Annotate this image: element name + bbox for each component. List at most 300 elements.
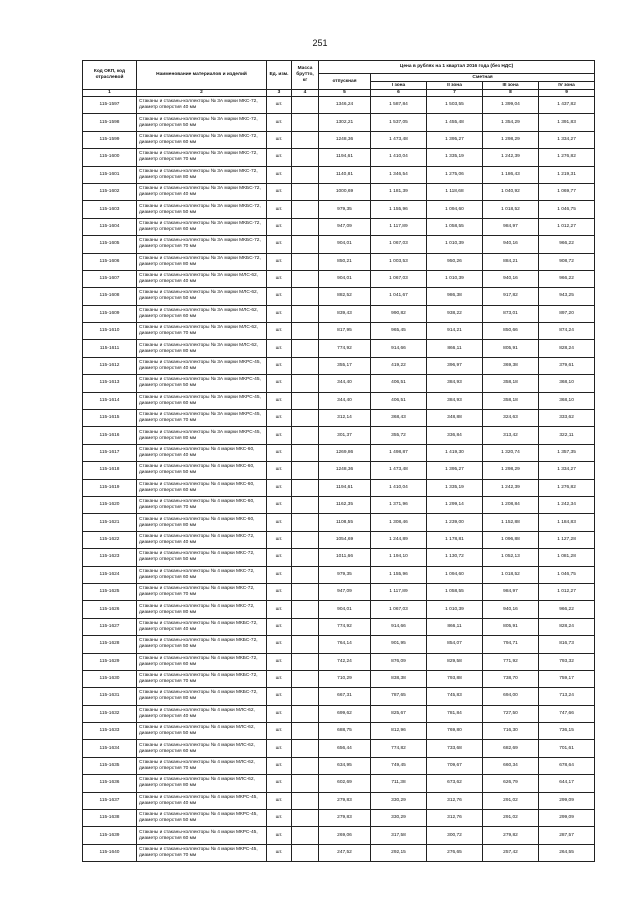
row-zone-1-price: 419,22 — [371, 357, 427, 374]
row-release-price: 1269,86 — [319, 444, 371, 461]
row-zone-1-price: 1 537,05 — [371, 114, 427, 131]
row-mass — [292, 688, 319, 705]
row-mass — [292, 462, 319, 479]
row-zone-2-price: 829,58 — [427, 653, 483, 670]
row-unit: шт. — [267, 792, 292, 809]
row-mass — [292, 705, 319, 722]
row-zone-1-price: 1 410,04 — [371, 479, 427, 496]
row-zone-3-price: 805,91 — [483, 340, 539, 357]
row-unit: шт. — [267, 149, 292, 166]
row-zone-2-price: 1 010,39 — [427, 270, 483, 287]
table-row — [83, 288, 595, 305]
table-row — [83, 462, 595, 479]
row-code: 115-1611 — [83, 340, 137, 357]
row-zone-4-price: 943,25 — [539, 288, 595, 305]
row-zone-2-price: 1 058,55 — [427, 218, 483, 235]
row-unit: шт. — [267, 183, 292, 200]
row-zone-3-price: 794,71 — [483, 636, 539, 653]
row-release-price: 1140,81 — [319, 166, 371, 183]
row-release-price: 947,09 — [319, 583, 371, 600]
row-code: 115-1628 — [83, 636, 137, 653]
row-mass — [292, 723, 319, 740]
table-row — [83, 270, 595, 287]
row-code: 115-1605 — [83, 236, 137, 253]
table-row — [83, 688, 595, 705]
column-number: 8 — [483, 90, 539, 97]
row-zone-2-price: 384,93 — [427, 375, 483, 392]
row-mass — [292, 792, 319, 809]
row-zone-1-price: 812,96 — [371, 723, 427, 740]
header-zone-2: II зона — [427, 82, 483, 90]
row-zone-1-price: 901,95 — [371, 636, 427, 653]
row-name: Стаканы и стаканы-коллекторы № 4 марки МКС-60, диаметр отверстия 60 мм — [137, 479, 267, 496]
row-unit: шт. — [267, 357, 292, 374]
row-mass — [292, 740, 319, 757]
row-zone-1-price: 1 003,53 — [371, 253, 427, 270]
row-zone-4-price: 1 276,82 — [539, 149, 595, 166]
row-name: Стаканы и стаканы-коллекторы № 4 марки МКРС-45, диаметр отверстия 60 мм — [137, 827, 267, 844]
row-zone-1-price: 774,82 — [371, 740, 427, 757]
row-code: 115-1600 — [83, 149, 137, 166]
row-release-price: 279,83 — [319, 810, 371, 827]
row-zone-4-price: 678,64 — [539, 757, 595, 774]
row-release-price: 979,35 — [319, 201, 371, 218]
row-zone-3-price: 1 242,39 — [483, 479, 539, 496]
row-zone-2-price: 1 299,14 — [427, 496, 483, 513]
row-unit: шт. — [267, 427, 292, 444]
row-zone-4-price: 1 242,34 — [539, 496, 595, 513]
row-zone-4-price: 1 357,35 — [539, 444, 595, 461]
row-name: Стаканы и стаканы-коллекторы № 3А марки МКС-72, диаметр отверстия 60 мм — [137, 131, 267, 148]
table-row — [83, 166, 595, 183]
row-code: 115-1625 — [83, 583, 137, 600]
row-name: Стаканы и стаканы-коллекторы № 4 марки МКБС-72, диаметр отверстия 40 мм — [137, 618, 267, 635]
row-name: Стаканы и стаканы-коллекторы № 3А марки МКРС-45, диаметр отверстия 40 мм — [137, 357, 267, 374]
row-release-price: 312,14 — [319, 410, 371, 427]
row-zone-3-price: 850,66 — [483, 323, 539, 340]
row-name: Стаканы и стаканы-коллекторы № 3А марки МКРС-45, диаметр отверстия 80 мм — [137, 427, 267, 444]
row-zone-1-price: 1 041,67 — [371, 288, 427, 305]
row-zone-3-price: 917,82 — [483, 288, 539, 305]
row-code: 115-1631 — [83, 688, 137, 705]
row-name: Стаканы и стаканы-коллекторы № 3А марки МКБС-72, диаметр отверстия 40 мм — [137, 183, 267, 200]
row-zone-4-price: 897,20 — [539, 305, 595, 322]
row-zone-4-price: 287,57 — [539, 827, 595, 844]
row-unit: шт. — [267, 705, 292, 722]
row-zone-1-price: 1 117,89 — [371, 218, 427, 235]
row-zone-3-price: 1 399,04 — [483, 97, 539, 114]
row-mass — [292, 183, 319, 200]
row-mass — [292, 844, 319, 861]
row-zone-1-price: 1 117,89 — [371, 583, 427, 600]
row-code: 115-1616 — [83, 427, 137, 444]
row-unit: шт. — [267, 618, 292, 635]
row-name: Стаканы и стаканы-коллекторы № 4 марки МКС-60, диаметр отверстия 70 мм — [137, 496, 267, 513]
row-unit: шт. — [267, 653, 292, 670]
row-unit: шт. — [267, 479, 292, 496]
row-code: 115-1609 — [83, 305, 137, 322]
row-zone-1-price: 1 181,39 — [371, 183, 427, 200]
row-zone-3-price: 1 298,29 — [483, 131, 539, 148]
row-zone-1-price: 1 473,48 — [371, 131, 427, 148]
row-unit: шт. — [267, 270, 292, 287]
row-mass — [292, 218, 319, 235]
row-zone-2-price: 1 239,00 — [427, 514, 483, 531]
row-mass — [292, 270, 319, 287]
row-mass — [292, 514, 319, 531]
row-zone-3-price: 291,02 — [483, 810, 539, 827]
row-zone-3-price: 313,42 — [483, 427, 539, 444]
table-row — [83, 149, 595, 166]
row-code: 115-1637 — [83, 792, 137, 809]
row-zone-2-price: 733,68 — [427, 740, 483, 757]
table-row — [83, 496, 595, 513]
row-mass — [292, 375, 319, 392]
row-zone-3-price: 358,18 — [483, 375, 539, 392]
row-release-price: 602,69 — [319, 775, 371, 792]
row-release-price: 904,01 — [319, 236, 371, 253]
row-mass — [292, 166, 319, 183]
row-name: Стаканы и стаканы-коллекторы № 3А марки МКРС-45, диаметр отверстия 70 мм — [137, 410, 267, 427]
row-mass — [292, 775, 319, 792]
row-zone-1-price: 787,65 — [371, 688, 427, 705]
row-unit: шт. — [267, 253, 292, 270]
table-row — [83, 340, 595, 357]
table-row — [83, 357, 595, 374]
row-unit: шт. — [267, 670, 292, 687]
row-zone-4-price: 1 081,28 — [539, 549, 595, 566]
row-zone-2-price: 1 419,30 — [427, 444, 483, 461]
row-mass — [292, 253, 319, 270]
row-mass — [292, 392, 319, 409]
row-release-price: 850,21 — [319, 253, 371, 270]
row-mass — [292, 114, 319, 131]
row-unit: шт. — [267, 114, 292, 131]
row-zone-4-price: 713,24 — [539, 688, 595, 705]
table-row — [83, 740, 595, 757]
row-unit: шт. — [267, 340, 292, 357]
row-zone-1-price: 1 067,03 — [371, 601, 427, 618]
row-code: 115-1617 — [83, 444, 137, 461]
page-number: 251 — [312, 38, 328, 48]
row-zone-2-price: 986,38 — [427, 288, 483, 305]
row-zone-1-price: 1 244,89 — [371, 531, 427, 548]
row-zone-2-price: 938,22 — [427, 305, 483, 322]
row-release-price: 1000,69 — [319, 183, 371, 200]
row-zone-1-price: 838,38 — [371, 670, 427, 687]
row-name: Стаканы и стаканы-коллекторы № 3А марки МКБС-72, диаметр отверстия 50 мм — [137, 201, 267, 218]
row-name: Стаканы и стаканы-коллекторы № 4 марки МКС-60, диаметр отверстия 50 мм — [137, 462, 267, 479]
row-mass — [292, 410, 319, 427]
row-mass — [292, 149, 319, 166]
row-name: Стаканы и стаканы-коллекторы № 3А марки МЛС-62, диаметр отверстия 50 мм — [137, 288, 267, 305]
row-release-price: 839,43 — [319, 305, 371, 322]
row-zone-2-price: 1 335,19 — [427, 149, 483, 166]
table-row — [83, 97, 595, 114]
row-zone-1-price: 1 067,03 — [371, 236, 427, 253]
row-release-price: 979,35 — [319, 566, 371, 583]
row-code: 115-1627 — [83, 618, 137, 635]
row-zone-2-price: 781,84 — [427, 705, 483, 722]
row-zone-4-price: 333,62 — [539, 410, 595, 427]
row-code: 115-1639 — [83, 827, 137, 844]
row-unit: шт. — [267, 514, 292, 531]
row-zone-2-price: 1 010,39 — [427, 236, 483, 253]
row-code: 115-1636 — [83, 775, 137, 792]
table-row — [83, 375, 595, 392]
row-zone-2-price: 1 503,55 — [427, 97, 483, 114]
row-code: 115-1621 — [83, 514, 137, 531]
row-zone-1-price: 914,66 — [371, 618, 427, 635]
row-name: Стаканы и стаканы-коллекторы № 4 марки МКБС-72, диаметр отверстия 70 мм — [137, 670, 267, 687]
table-row — [83, 670, 595, 687]
row-zone-3-price: 1 018,52 — [483, 566, 539, 583]
row-zone-2-price: 866,11 — [427, 340, 483, 357]
row-release-price: 1346,24 — [319, 97, 371, 114]
row-mass — [292, 566, 319, 583]
row-zone-2-price: 769,80 — [427, 723, 483, 740]
table-row — [83, 479, 595, 496]
header-mass: Масса брутто, кг — [292, 61, 319, 90]
header-name: Наименование материалов и изделий — [137, 61, 267, 90]
row-zone-2-price: 914,21 — [427, 323, 483, 340]
row-zone-3-price: 940,16 — [483, 270, 539, 287]
row-unit: шт. — [267, 201, 292, 218]
row-code: 115-1615 — [83, 410, 137, 427]
table-row — [83, 305, 595, 322]
row-zone-2-price: 396,97 — [427, 357, 483, 374]
row-unit: шт. — [267, 810, 292, 827]
row-name: Стаканы и стаканы-коллекторы № 4 марки МКС-72, диаметр отверстия 40 мм — [137, 531, 267, 548]
row-zone-1-price: 1 410,04 — [371, 149, 427, 166]
row-mass — [292, 479, 319, 496]
row-release-price: 882,52 — [319, 288, 371, 305]
row-name: Стаканы и стаканы-коллекторы № 3А марки МКС-72, диаметр отверстия 40 мм — [137, 97, 267, 114]
header-zone-3: III зона — [483, 82, 539, 90]
row-zone-1-price: 1 194,10 — [371, 549, 427, 566]
row-zone-2-price: 1 178,81 — [427, 531, 483, 548]
row-zone-4-price: 299,09 — [539, 792, 595, 809]
row-unit: шт. — [267, 288, 292, 305]
row-unit: шт. — [267, 844, 292, 861]
row-unit: шт. — [267, 757, 292, 774]
row-zone-3-price: 1 096,88 — [483, 531, 539, 548]
table-row — [83, 114, 595, 131]
row-zone-2-price: 1 455,48 — [427, 114, 483, 131]
row-zone-2-price: 1 130,72 — [427, 549, 483, 566]
row-name: Стаканы и стаканы-коллекторы № 4 марки МКБС-72, диаметр отверстия 80 мм — [137, 688, 267, 705]
row-name: Стаканы и стаканы-коллекторы № 4 марки МКС-72, диаметр отверстия 70 мм — [137, 583, 267, 600]
row-release-price: 1194,61 — [319, 479, 371, 496]
table-row — [83, 792, 595, 809]
header-zone-1: I зона — [371, 82, 427, 90]
row-zone-3-price: 369,38 — [483, 357, 539, 374]
row-zone-1-price: 1 473,48 — [371, 462, 427, 479]
row-unit: шт. — [267, 218, 292, 235]
row-name: Стаканы и стаканы-коллекторы № 4 марки МКС-72, диаметр отверстия 80 мм — [137, 601, 267, 618]
row-zone-2-price: 1 395,27 — [427, 462, 483, 479]
row-zone-2-price: 1 275,06 — [427, 166, 483, 183]
row-zone-1-price: 825,67 — [371, 705, 427, 722]
row-zone-3-price: 358,18 — [483, 392, 539, 409]
table-row — [83, 201, 595, 218]
row-zone-1-price: 1 308,46 — [371, 514, 427, 531]
row-zone-2-price: 1 058,55 — [427, 583, 483, 600]
row-zone-3-price: 660,34 — [483, 757, 539, 774]
table-row — [83, 705, 595, 722]
row-release-price: 1162,35 — [319, 496, 371, 513]
table-row — [83, 218, 595, 235]
row-mass — [292, 531, 319, 548]
row-code: 115-1635 — [83, 757, 137, 774]
row-code: 115-1632 — [83, 705, 137, 722]
row-zone-1-price: 330,29 — [371, 810, 427, 827]
row-zone-2-price: 1 094,60 — [427, 566, 483, 583]
table-row — [83, 775, 595, 792]
row-code: 115-1630 — [83, 670, 137, 687]
row-code: 115-1603 — [83, 201, 137, 218]
row-unit: шт. — [267, 740, 292, 757]
row-zone-4-price: 1 184,83 — [539, 514, 595, 531]
header-price-group: Цена в рублях на 1 квартал 2016 года (без НДС) — [319, 61, 595, 74]
row-zone-3-price: 1 052,13 — [483, 549, 539, 566]
row-release-price: 667,31 — [319, 688, 371, 705]
row-mass — [292, 305, 319, 322]
table-row — [83, 410, 595, 427]
row-zone-3-price: 738,70 — [483, 670, 539, 687]
row-name: Стаканы и стаканы-коллекторы № 4 марки МЛС-62, диаметр отверстия 70 мм — [137, 757, 267, 774]
row-zone-4-price: 1 127,28 — [539, 531, 595, 548]
row-code: 115-1613 — [83, 375, 137, 392]
row-zone-4-price: 1 437,82 — [539, 97, 595, 114]
row-name: Стаканы и стаканы-коллекторы № 3А марки МКРС-45, диаметр отверстия 50 мм — [137, 375, 267, 392]
row-zone-1-price: 1 067,03 — [371, 270, 427, 287]
row-name: Стаканы и стаканы-коллекторы № 4 марки МЛС-62, диаметр отверстия 50 мм — [137, 723, 267, 740]
row-unit: шт. — [267, 131, 292, 148]
row-zone-1-price: 1 587,84 — [371, 97, 427, 114]
row-zone-1-price: 406,51 — [371, 392, 427, 409]
row-unit: шт. — [267, 444, 292, 461]
header-unit: Ед. изм. — [267, 61, 292, 90]
row-release-price: 344,40 — [319, 392, 371, 409]
row-zone-4-price: 322,11 — [539, 427, 595, 444]
row-zone-4-price: 1 012,27 — [539, 583, 595, 600]
row-zone-4-price: 1 012,27 — [539, 218, 595, 235]
row-zone-1-price: 292,15 — [371, 844, 427, 861]
row-release-price: 301,37 — [319, 427, 371, 444]
table-row — [83, 183, 595, 200]
row-release-price: 1302,21 — [319, 114, 371, 131]
row-name: Стаканы и стаканы-коллекторы № 3А марки МЛС-62, диаметр отверстия 60 мм — [137, 305, 267, 322]
row-code: 115-1599 — [83, 131, 137, 148]
row-release-price: 1054,69 — [319, 531, 371, 548]
row-zone-3-price: 1 018,52 — [483, 201, 539, 218]
row-mass — [292, 670, 319, 687]
row-code: 115-1612 — [83, 357, 137, 374]
table-row — [83, 827, 595, 844]
row-code: 115-1622 — [83, 531, 137, 548]
row-zone-4-price: 1 046,75 — [539, 566, 595, 583]
row-zone-1-price: 711,38 — [371, 775, 427, 792]
row-zone-4-price: 1 069,77 — [539, 183, 595, 200]
row-code: 115-1634 — [83, 740, 137, 757]
row-zone-1-price: 1 155,96 — [371, 566, 427, 583]
column-number: 6 — [371, 90, 427, 97]
row-mass — [292, 131, 319, 148]
row-unit: шт. — [267, 166, 292, 183]
row-name: Стаканы и стаканы-коллекторы № 4 марки МЛС-62, диаметр отверстия 40 мм — [137, 705, 267, 722]
column-number: 1 — [83, 90, 137, 97]
row-zone-3-price: 1 186,43 — [483, 166, 539, 183]
row-code: 115-1619 — [83, 479, 137, 496]
row-zone-1-price: 368,43 — [371, 410, 427, 427]
row-zone-4-price: 736,15 — [539, 723, 595, 740]
row-release-price: 904,01 — [319, 270, 371, 287]
row-zone-2-price: 1 094,60 — [427, 201, 483, 218]
row-zone-2-price: 950,26 — [427, 253, 483, 270]
row-zone-2-price: 745,83 — [427, 688, 483, 705]
row-code: 115-1601 — [83, 166, 137, 183]
table-row — [83, 601, 595, 618]
row-mass — [292, 323, 319, 340]
row-code: 115-1604 — [83, 218, 137, 235]
row-zone-3-price: 291,02 — [483, 792, 539, 809]
row-zone-2-price: 709,67 — [427, 757, 483, 774]
row-zone-3-price: 257,42 — [483, 844, 539, 861]
row-mass — [292, 427, 319, 444]
row-code: 115-1640 — [83, 844, 137, 861]
row-unit: шт. — [267, 549, 292, 566]
row-release-price: 355,17 — [319, 357, 371, 374]
header-zone-4: IV зона — [539, 82, 595, 90]
row-zone-1-price: 1 346,54 — [371, 166, 427, 183]
row-release-price: 634,95 — [319, 757, 371, 774]
row-code: 115-1607 — [83, 270, 137, 287]
row-release-price: 774,92 — [319, 618, 371, 635]
row-name: Стаканы и стаканы-коллекторы № 4 марки МКБС-72, диаметр отверстия 60 мм — [137, 653, 267, 670]
row-zone-4-price: 828,24 — [539, 340, 595, 357]
row-zone-4-price: 747,66 — [539, 705, 595, 722]
row-release-price: 764,14 — [319, 636, 371, 653]
table-row — [83, 757, 595, 774]
row-zone-4-price: 828,24 — [539, 618, 595, 635]
row-release-price: 699,62 — [319, 705, 371, 722]
row-zone-3-price: 626,79 — [483, 775, 539, 792]
row-unit: шт. — [267, 323, 292, 340]
row-code: 115-1598 — [83, 114, 137, 131]
table-row — [83, 549, 595, 566]
row-zone-3-price: 727,50 — [483, 705, 539, 722]
row-release-price: 904,01 — [319, 601, 371, 618]
row-zone-4-price: 264,55 — [539, 844, 595, 861]
row-zone-4-price: 966,22 — [539, 270, 595, 287]
row-unit: шт. — [267, 688, 292, 705]
row-name: Стаканы и стаканы-коллекторы № 3А марки МКС-72, диаметр отверстия 70 мм — [137, 149, 267, 166]
row-zone-1-price: 876,09 — [371, 653, 427, 670]
row-zone-4-price: 368,10 — [539, 392, 595, 409]
row-zone-3-price: 984,97 — [483, 583, 539, 600]
row-mass — [292, 601, 319, 618]
row-zone-1-price: 317,58 — [371, 827, 427, 844]
row-zone-3-price: 716,30 — [483, 723, 539, 740]
row-unit: шт. — [267, 775, 292, 792]
row-zone-4-price: 966,22 — [539, 236, 595, 253]
table-row — [83, 253, 595, 270]
row-mass — [292, 810, 319, 827]
row-name: Стаканы и стаканы-коллекторы № 4 марки МЛС-62, диаметр отверстия 80 мм — [137, 775, 267, 792]
row-name: Стаканы и стаканы-коллекторы № 3А марки МЛС-62, диаметр отверстия 40 мм — [137, 270, 267, 287]
row-zone-2-price: 300,72 — [427, 827, 483, 844]
